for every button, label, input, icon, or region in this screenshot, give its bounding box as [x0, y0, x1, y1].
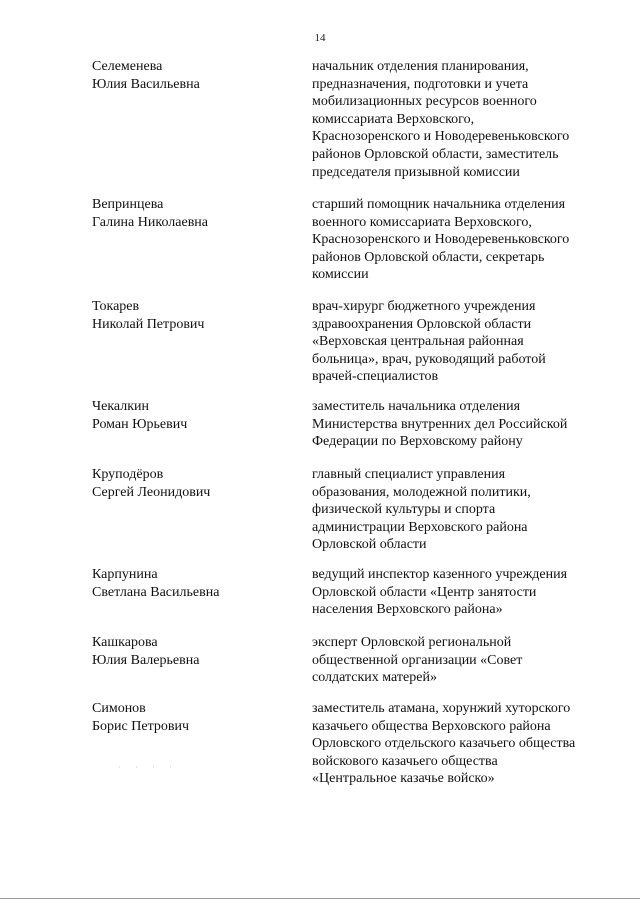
- member-position: [312, 466, 612, 554]
- surname: Чекалкин: [92, 399, 150, 414]
- position-line: «Центральное казачье войско»: [312, 771, 495, 787]
- position-line: администрации Верховского района: [312, 519, 528, 535]
- member-position: [312, 58, 612, 181]
- position-line: Федерации по Верховскому району: [312, 434, 523, 450]
- position-line: больница», врач, руководящий работой: [312, 351, 546, 367]
- position-line: Краснозоренского и Новодеревеньковского: [312, 129, 570, 145]
- member-position: [312, 566, 612, 619]
- position-line: войскового казачьего общества: [312, 753, 498, 769]
- member-name: [92, 298, 312, 334]
- position-line: ведущий инспектор казенного учреждения: [312, 567, 568, 582]
- position-line: «Верховская центральная районная: [312, 334, 524, 350]
- position-line: солдатских матерей»: [312, 670, 437, 686]
- member-entry: [92, 196, 612, 284]
- member-entry: [92, 58, 612, 181]
- given-name-patronymic: Сергей Леонидович: [92, 485, 211, 500]
- member-name: [92, 634, 312, 670]
- member-entry: [92, 466, 612, 554]
- position-line: мобилизационных ресурсов военного: [312, 94, 537, 110]
- position-line: Орловской области «Центр занятости: [312, 584, 537, 600]
- position-line: военного комиссариата Верховского,: [312, 214, 532, 230]
- surname: Кашкарова: [92, 635, 158, 650]
- surname: Круподёров: [92, 467, 164, 482]
- position-line: казачьего общества Верховского района: [312, 718, 551, 734]
- page-bottom-edge: [0, 898, 640, 899]
- surname: Вепринцева: [92, 197, 164, 212]
- position-line: главный специалист управления: [312, 467, 506, 482]
- given-name-patronymic: Николай Петрович: [92, 317, 205, 332]
- position-line: комиссариата Верховского,: [312, 111, 475, 127]
- position-line: председателя призывной комиссии: [312, 164, 520, 180]
- member-position: [312, 700, 612, 788]
- scan-artifact: · · · ·: [118, 763, 178, 772]
- position-line: районов Орловской области, секретарь: [312, 249, 545, 265]
- given-name-patronymic: Роман Юрьевич: [92, 417, 188, 432]
- member-position: [312, 196, 612, 284]
- position-line: старший помощник начальника отделения: [312, 197, 566, 212]
- member-name: [92, 196, 312, 232]
- member-entry: [92, 700, 612, 788]
- position-line: Краснозоренского и Новодеревеньковского: [312, 232, 570, 248]
- member-name: [92, 58, 312, 94]
- position-line: комиссии: [312, 267, 369, 283]
- member-name: [92, 566, 312, 602]
- position-line: населения Верховского района»: [312, 602, 503, 618]
- position-line: заместитель начальника отделения: [312, 399, 521, 414]
- position-line: физической культуры и спорта: [312, 502, 496, 518]
- position-line: заместитель атамана, хорунжий хуторского: [312, 701, 571, 716]
- given-name-patronymic: Борис Петрович: [92, 719, 190, 734]
- given-name-patronymic: Светлана Васильевна: [92, 585, 220, 600]
- member-entry: [92, 398, 612, 451]
- position-line: общественной организации «Совет: [312, 652, 523, 668]
- position-line: Орловской области: [312, 537, 427, 553]
- given-name-patronymic: Юлия Валерьевна: [92, 653, 200, 668]
- surname: Симонов: [92, 701, 146, 716]
- position-line: начальник отделения планирования,: [312, 59, 529, 74]
- member-entry: [92, 566, 612, 619]
- member-name: [92, 398, 312, 434]
- position-line: эксперт Орловской региональной: [312, 635, 512, 650]
- page-number: 14: [314, 32, 326, 44]
- member-position: [312, 298, 612, 386]
- position-line: врачей-специалистов: [312, 369, 439, 385]
- position-line: Орловского отдельского казачьего общества: [312, 736, 576, 752]
- given-name-patronymic: Юлия Васильевна: [92, 77, 200, 92]
- position-line: предназначения, подготовки и учета: [312, 76, 529, 92]
- surname: Токарев: [92, 299, 140, 314]
- position-line: врач-хирург бюджетного учреждения: [312, 299, 536, 314]
- position-line: районов Орловской области, заместитель: [312, 146, 559, 162]
- position-line: здравоохранения Орловской области: [312, 316, 532, 332]
- member-name: [92, 466, 312, 502]
- member-entry: [92, 634, 612, 687]
- surname: Карпунина: [92, 567, 158, 582]
- position-line: образования, молодежной политики,: [312, 484, 531, 500]
- surname: Селеменева: [92, 59, 163, 74]
- member-name: [92, 700, 312, 736]
- member-entry: [92, 298, 612, 386]
- member-position: [312, 634, 612, 687]
- given-name-patronymic: Галина Николаевна: [92, 215, 209, 230]
- member-position: [312, 398, 612, 451]
- position-line: Министерства внутренних дел Российской: [312, 416, 568, 432]
